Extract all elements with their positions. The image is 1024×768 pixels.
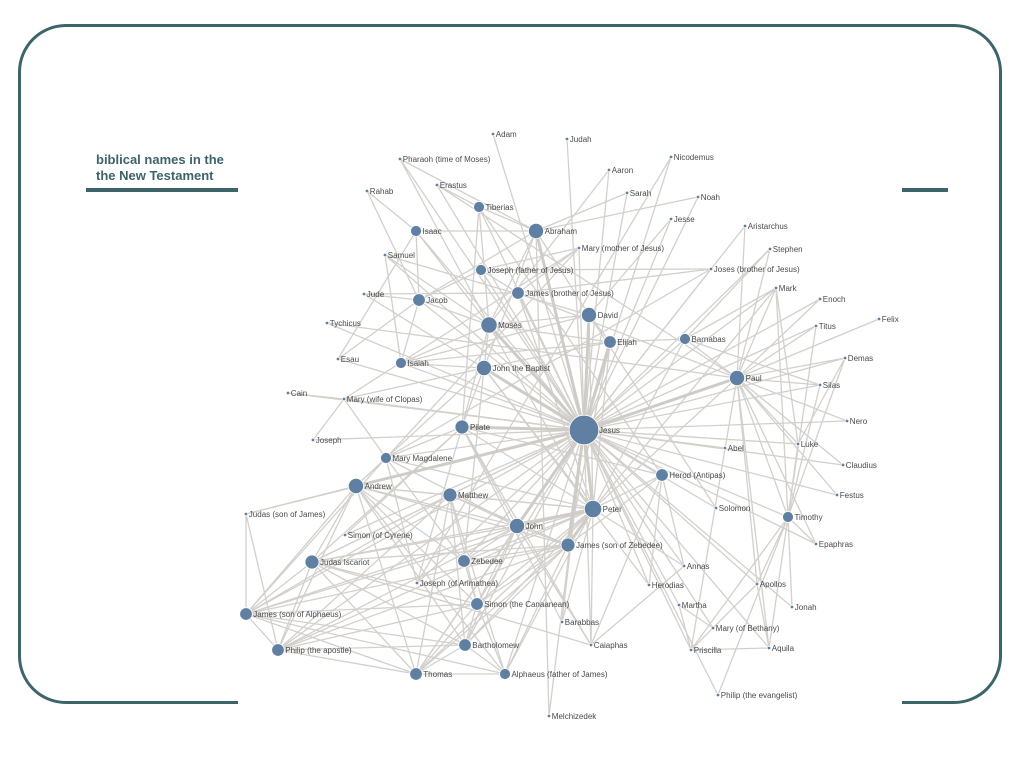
node-thomas	[410, 668, 453, 681]
node-label-jonah: Jonah	[794, 603, 817, 612]
node-andrew	[348, 478, 392, 493]
node-circle-simon-of-cyrene	[343, 533, 347, 537]
node-label-adam: Adam	[495, 130, 517, 139]
node-label-james-son-of-zebedee: James (son of Zebedee)	[576, 541, 663, 550]
edge-luke--mark	[776, 288, 798, 444]
node-label-matthew: Matthew	[458, 491, 489, 500]
node-aaron	[607, 166, 633, 175]
edge-peter--herod-antipas	[593, 475, 662, 509]
node-label-pharaoh-time-of-moses: Pharaoh (time of Moses)	[402, 155, 491, 164]
node-circle-mary-wife-of-clopas	[342, 397, 346, 401]
node-aristarchus	[743, 222, 788, 231]
slide-title	[96, 152, 246, 184]
node-melchizedek	[547, 712, 597, 721]
edge-jesus--mary-mother-of-jesus	[579, 248, 584, 430]
node-label-rahab: Rahab	[369, 187, 394, 196]
node-label-mary-of-bethany: Mary (of Bethany)	[715, 624, 780, 633]
node-circle-james-son-of-zebedee	[561, 538, 575, 552]
edge-david--jesse	[589, 219, 671, 315]
node-abraham	[528, 223, 577, 238]
node-circle-nero	[845, 419, 849, 423]
node-barabbas	[560, 618, 599, 627]
node-circle-james-brother-of-jesus	[512, 287, 525, 300]
node-joseph	[311, 436, 341, 445]
node-sarah	[625, 189, 651, 198]
node-circle-paul	[729, 370, 744, 385]
node-label-elijah: Elijah	[617, 338, 637, 347]
node-abel	[723, 444, 744, 453]
node-circle-felix	[877, 317, 881, 321]
node-circle-aristarchus	[743, 224, 747, 228]
node-circle-sarah	[625, 191, 629, 195]
edge-barnabas--stephen	[685, 249, 770, 339]
node-circle-apollos	[755, 582, 759, 586]
node-circle-mary-magdalene	[381, 453, 392, 464]
node-circle-aquila	[767, 646, 771, 650]
node-noah	[696, 193, 720, 202]
network-figure	[238, 122, 902, 728]
node-label-silas: Silas	[822, 381, 841, 390]
node-nero	[845, 417, 867, 426]
node-zebedee	[458, 555, 504, 568]
node-circle-melchizedek	[547, 714, 551, 718]
node-label-annas: Annas	[686, 562, 710, 571]
node-label-stephen: Stephen	[772, 245, 803, 254]
node-annas	[682, 562, 709, 571]
node-label-andrew: Andrew	[364, 482, 392, 491]
node-circle-zebedee	[458, 555, 471, 568]
node-circle-enoch	[818, 297, 822, 301]
node-circle-luke	[796, 442, 800, 446]
edge-jacob--esau	[338, 300, 419, 359]
network-graph	[238, 122, 902, 728]
node-circle-john-the-baptist	[476, 360, 491, 375]
node-circle-priscilla	[689, 648, 693, 652]
node-circle-simon-the-canaanean	[471, 598, 484, 611]
node-label-titus: Titus	[818, 322, 836, 331]
node-herodias	[647, 581, 684, 590]
node-label-sarah: Sarah	[629, 189, 652, 198]
node-circle-mark	[774, 286, 778, 290]
node-circle-thomas	[410, 668, 423, 681]
node-label-barnabas: Barnabas	[691, 335, 726, 344]
edge-abraham--noah	[536, 197, 698, 231]
node-label-joseph: Joseph	[315, 436, 342, 445]
node-circle-silas	[818, 383, 822, 387]
node-james-brother-of-jesus	[512, 287, 614, 300]
slide-title-line-2: the New Testament	[96, 168, 214, 183]
edge-timothy--mark	[776, 288, 788, 517]
edge-paul--festus	[737, 378, 837, 495]
node-nicodemus	[669, 153, 714, 162]
node-circle-jonah	[790, 605, 794, 609]
node-simon-of-cyrene	[343, 531, 413, 540]
node-circle-john	[509, 518, 524, 533]
node-circle-joseph-father-of-jesus	[476, 265, 487, 276]
node-alphaeus-father-of-james	[500, 669, 608, 680]
node-epaphras	[814, 540, 853, 549]
node-circle-pharaoh-time-of-moses	[398, 157, 402, 161]
node-label-mary-magdalene: Mary Magdalene	[392, 454, 453, 463]
node-label-philip-the-apostle: Philip (the apostle)	[285, 646, 352, 655]
node-circle-barnabas	[680, 334, 691, 345]
node-label-john: John	[525, 522, 543, 531]
edge-isaac--moses	[416, 231, 489, 325]
node-bartholomew	[459, 639, 520, 652]
node-mary-mother-of-jesus	[577, 244, 664, 253]
node-label-nero: Nero	[849, 417, 868, 426]
node-label-aaron: Aaron	[611, 166, 634, 175]
node-label-aristarchus: Aristarchus	[747, 222, 788, 231]
node-label-demas: Demas	[847, 354, 874, 363]
node-simon-the-canaanean	[471, 598, 570, 611]
node-circle-moses	[481, 317, 497, 333]
node-james-son-of-zebedee	[561, 538, 663, 552]
node-judas-iscariot	[305, 555, 370, 569]
node-silas	[818, 381, 840, 390]
node-barnabas	[680, 334, 726, 345]
edge-herod-antipas--annas	[662, 475, 684, 566]
node-james-son-of-alphaeus	[240, 608, 342, 621]
node-label-judas-son-of-james: Judas (son of James)	[248, 510, 326, 519]
node-label-paul: Paul	[745, 374, 762, 383]
node-circle-james-son-of-alphaeus	[240, 608, 253, 621]
node-circle-abraham	[528, 223, 543, 238]
slide-title-line-1: biblical names in the	[96, 152, 224, 167]
node-label-pilate: Pilate	[470, 423, 491, 432]
node-aquila	[767, 644, 794, 653]
node-label-joses-brother-of-jesus: Joses (brother of Jesus)	[713, 265, 800, 274]
node-circle-barabbas	[560, 620, 564, 624]
node-circle-david	[581, 307, 596, 322]
node-label-thomas: Thomas	[423, 670, 453, 679]
node-martha	[677, 601, 707, 610]
node-cain	[286, 389, 307, 398]
edge-matthew--judas-iscariot	[312, 495, 450, 562]
node-circle-judas-iscariot	[305, 555, 319, 569]
node-label-mary-wife-of-clopas: Mary (wife of Clopas)	[346, 395, 423, 404]
node-circle-joseph-of-arimathea	[415, 581, 419, 585]
node-adam	[491, 130, 517, 139]
node-label-judas-iscariot: Judas Iscariot	[320, 558, 370, 567]
node-tiberias	[474, 202, 514, 213]
node-isaiah	[396, 358, 429, 369]
node-label-jacob: Jacob	[426, 296, 448, 305]
node-circle-epaphras	[814, 542, 818, 546]
node-label-caiaphas: Caiaphas	[593, 641, 628, 650]
node-joseph-of-arimathea	[415, 579, 498, 588]
node-judah	[565, 135, 591, 144]
node-erastus	[435, 181, 467, 190]
node-rahab	[365, 187, 394, 196]
node-label-barabbas: Barabbas	[564, 618, 600, 627]
node-circle-annas	[682, 564, 686, 568]
edge-james-son-of-zebedee--simon-the-canaanean	[477, 545, 568, 604]
node-label-judah: Judah	[569, 135, 592, 144]
node-label-jesus: Jesus	[599, 426, 620, 435]
node-circle-abel	[723, 446, 727, 450]
node-circle-stephen	[768, 247, 772, 251]
node-stephen	[768, 245, 802, 254]
node-circle-elijah	[604, 336, 617, 349]
edge-paul--apollos	[737, 378, 757, 584]
node-circle-philip-the-evangelist	[716, 693, 720, 697]
edge-jesus--paul	[584, 378, 737, 430]
node-pharaoh-time-of-moses	[398, 155, 491, 164]
node-label-herodias: Herodias	[651, 581, 684, 590]
node-label-tychicus: Tychicus	[329, 319, 361, 328]
node-label-jude: Jude	[366, 290, 385, 299]
node-pilate	[455, 420, 491, 434]
node-circle-jesse	[669, 217, 673, 221]
node-circle-claudius	[841, 463, 845, 467]
node-elijah	[604, 336, 637, 349]
edge-abraham--sarah	[536, 193, 627, 231]
edge-abraham--pharaoh-time-of-moses	[400, 159, 536, 231]
node-label-abraham: Abraham	[544, 227, 578, 236]
node-circle-aaron	[607, 168, 611, 172]
node-circle-esau	[336, 357, 340, 361]
node-joses-brother-of-jesus	[709, 265, 800, 274]
node-caiaphas	[589, 641, 627, 650]
node-circle-herodias	[647, 583, 651, 587]
node-label-festus: Festus	[839, 491, 864, 500]
node-label-zebedee: Zebedee	[471, 557, 503, 566]
edge-mary-wife-of-clopas--joseph	[313, 399, 344, 440]
node-enoch	[818, 295, 845, 304]
node-matthew	[443, 488, 488, 502]
edge-james-brother-of-jesus--jude	[364, 293, 518, 294]
node-label-epaphras: Epaphras	[818, 540, 854, 549]
edge-judas-iscariot--bartholomew	[312, 562, 465, 645]
node-jonah	[790, 603, 816, 612]
node-jude	[362, 290, 384, 299]
node-titus	[814, 322, 836, 331]
node-label-priscilla: Priscilla	[693, 646, 722, 655]
node-label-luke: Luke	[800, 440, 819, 449]
node-jesse	[669, 215, 695, 224]
node-label-joseph-father-of-jesus: Joseph (father of Jesus)	[487, 266, 574, 275]
node-label-alphaeus-father-of-james: Alphaeus (father of James)	[511, 670, 608, 679]
node-circle-nicodemus	[669, 155, 673, 159]
node-claudius	[841, 461, 877, 470]
node-circle-pilate	[455, 420, 469, 434]
edge-jacob--rahab	[367, 191, 419, 300]
node-label-simon-of-cyrene: Simon (of Cyrene)	[347, 531, 413, 540]
edge-mary-magdalene--mary-wife-of-clopas	[344, 399, 386, 458]
node-circle-adam	[491, 132, 495, 136]
node-label-solomon: Solomon	[718, 504, 751, 513]
node-label-mark: Mark	[778, 284, 797, 293]
node-label-felix: Felix	[881, 315, 899, 324]
node-label-samuel: Samuel	[387, 251, 415, 260]
node-circle-jude	[362, 292, 366, 296]
node-circle-judas-son-of-james	[244, 512, 248, 516]
node-label-cain: Cain	[290, 389, 308, 398]
edge-paul--aristarchus	[737, 226, 745, 378]
node-label-philip-the-evangelist: Philip (the evangelist)	[720, 691, 798, 700]
node-label-martha: Martha	[681, 601, 707, 610]
node-label-erastus: Erastus	[439, 181, 467, 190]
node-label-timothy: Timothy	[794, 513, 823, 522]
node-circle-festus	[835, 493, 839, 497]
node-judas-son-of-james	[244, 510, 325, 519]
edge-jesus--mary-of-bethany	[584, 430, 713, 628]
node-circle-titus	[814, 324, 818, 328]
node-label-aquila: Aquila	[771, 644, 795, 653]
edge-peter--annas	[593, 509, 684, 566]
node-felix	[877, 315, 898, 324]
node-label-melchizedek: Melchizedek	[551, 712, 597, 721]
node-label-claudius: Claudius	[845, 461, 877, 470]
node-circle-peter	[584, 500, 601, 517]
edge-jesus--adam	[493, 134, 584, 430]
node-label-abel: Abel	[727, 444, 744, 453]
node-festus	[835, 491, 864, 500]
node-label-isaiah: Isaiah	[407, 359, 429, 368]
node-david	[581, 307, 618, 322]
node-circle-herod-antipas	[656, 469, 669, 482]
node-circle-erastus	[435, 183, 439, 187]
node-label-noah: Noah	[700, 193, 720, 202]
node-mary-of-bethany	[711, 624, 780, 633]
node-circle-isaiah	[396, 358, 407, 369]
node-label-james-son-of-alphaeus: James (son of Alphaeus)	[253, 610, 342, 619]
node-label-herod-antipas: Herod (Antipas)	[669, 471, 726, 480]
node-mark	[774, 284, 797, 293]
node-priscilla	[689, 646, 722, 655]
node-label-tiberias: Tiberias	[485, 203, 514, 212]
node-label-moses: Moses	[498, 321, 522, 330]
node-philip-the-evangelist	[716, 691, 797, 700]
node-circle-mary-of-bethany	[711, 626, 715, 630]
node-circle-joses-brother-of-jesus	[709, 267, 713, 271]
node-circle-demas	[843, 356, 847, 360]
node-circle-judah	[565, 137, 569, 141]
node-label-enoch: Enoch	[822, 295, 846, 304]
node-label-david: David	[597, 311, 619, 320]
node-circle-tiberias	[474, 202, 485, 213]
node-herod-antipas	[656, 469, 726, 482]
node-label-peter: Peter	[602, 505, 622, 514]
node-circle-noah	[696, 195, 700, 199]
node-label-esau: Esau	[340, 355, 360, 364]
node-circle-mary-mother-of-jesus	[577, 246, 581, 250]
node-circle-tychicus	[325, 321, 329, 325]
node-label-john-the-baptist: John the Baptist	[492, 364, 550, 373]
node-label-mary-mother-of-jesus: Mary (mother of Jesus)	[581, 244, 665, 253]
node-label-simon-the-canaanean: Simon (the Canaanean)	[484, 600, 570, 609]
node-circle-timothy	[783, 512, 794, 523]
node-label-nicodemus: Nicodemus	[673, 153, 714, 162]
node-circle-cain	[286, 391, 290, 395]
node-circle-martha	[677, 603, 681, 607]
node-circle-samuel	[383, 253, 387, 257]
node-circle-matthew	[443, 488, 457, 502]
node-circle-caiaphas	[589, 643, 593, 647]
node-label-james-brother-of-jesus: James (brother of Jesus)	[525, 289, 614, 298]
node-circle-andrew	[348, 478, 363, 493]
node-circle-joseph	[311, 438, 315, 442]
node-mary-wife-of-clopas	[342, 395, 423, 404]
node-circle-solomon	[714, 506, 718, 510]
node-circle-jesus	[569, 415, 599, 445]
node-circle-alphaeus-father-of-james	[500, 669, 511, 680]
node-apollos	[755, 580, 786, 589]
node-circle-philip-the-apostle	[272, 644, 285, 657]
node-isaac	[411, 226, 442, 237]
node-circle-isaac	[411, 226, 422, 237]
node-demas	[843, 354, 873, 363]
node-label-jesse: Jesse	[673, 215, 695, 224]
node-label-apollos: Apollos	[759, 580, 787, 589]
node-circle-bartholomew	[459, 639, 472, 652]
node-joseph-father-of-jesus	[476, 265, 574, 276]
node-circle-rahab	[365, 189, 369, 193]
node-timothy	[783, 512, 823, 523]
node-moses	[481, 317, 522, 333]
node-tychicus	[325, 319, 361, 328]
node-label-isaac: Isaac	[422, 227, 442, 236]
edge-jacob--isaiah	[401, 300, 419, 363]
node-label-joseph-of-arimathea: Joseph (of Arimathea)	[419, 579, 499, 588]
node-samuel	[383, 251, 415, 260]
edge-isaac--rahab	[367, 191, 416, 231]
node-label-bartholomew: Bartholomew	[472, 641, 519, 650]
node-circle-jacob	[413, 294, 426, 307]
node-jacob	[413, 294, 449, 307]
node-solomon	[714, 504, 750, 513]
